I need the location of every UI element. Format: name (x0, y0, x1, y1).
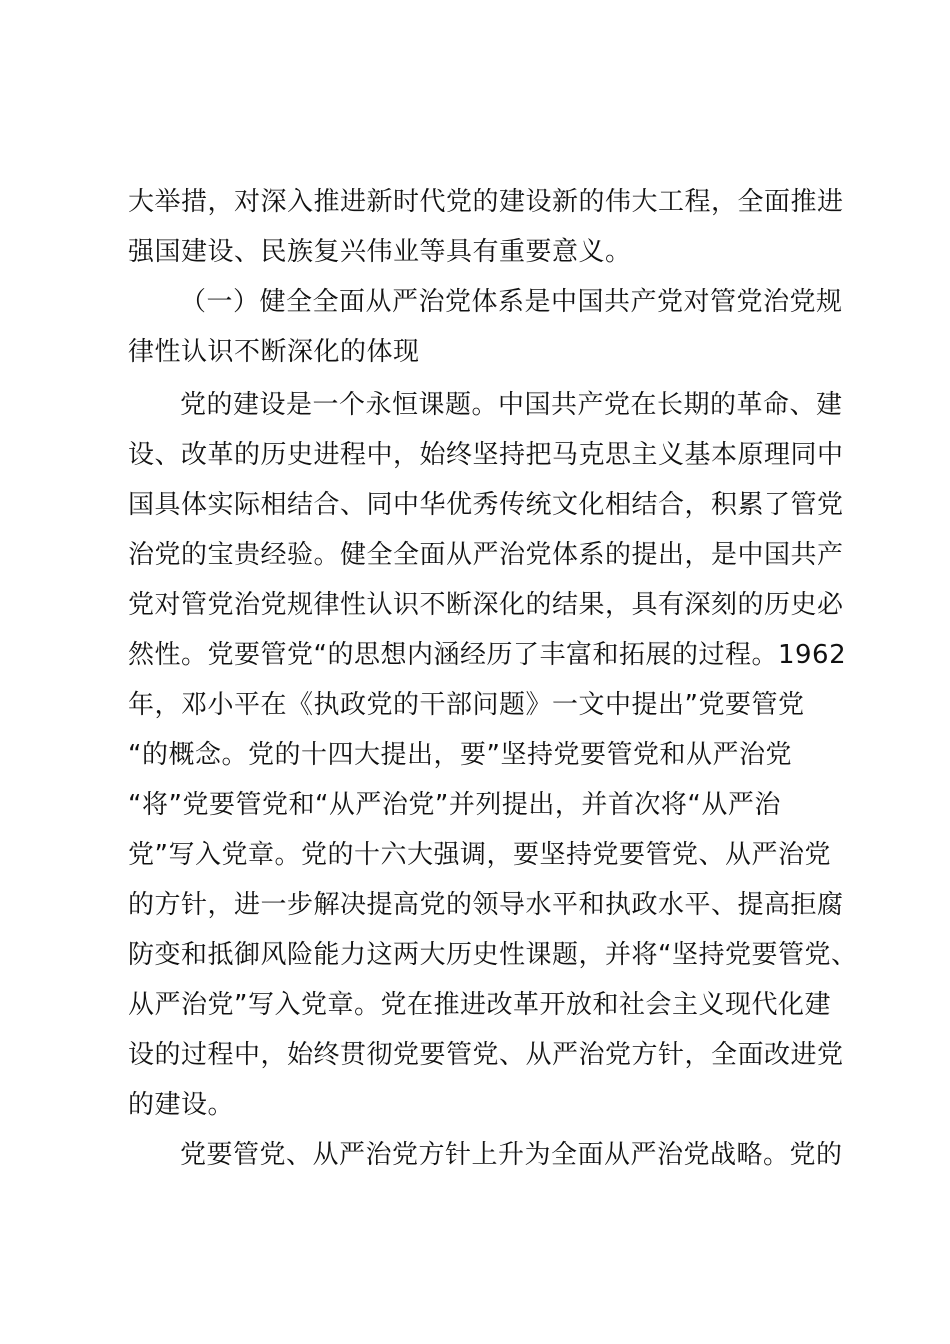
paragraph-line: 从严治党”写入党章。党在推进改革开放和社会主义现代化建 (128, 990, 831, 1020)
text-line: 强国建设、民族复兴伟业等具有重要意义。 (128, 237, 632, 267)
paragraph-line: 党的建设是一个永恒课题。中国共产党在长期的革命、建 (180, 390, 843, 420)
paragraph-line: 的建设。 (128, 1090, 235, 1120)
paragraph-line: 党”写入党章。党的十六大强调，要坚持党要管党、从严治党 (128, 840, 831, 870)
paragraph-line: 的方针，进一步解决提高党的领导水平和执政水平、提高拒腐 (128, 890, 844, 920)
paragraph-line: 党对管党治党规律性认识不断深化的结果，具有深刻的历史必 (128, 590, 844, 620)
paragraph-line: 设的过程中，始终贯彻党要管党、从严治党方针，全面改进党 (128, 1040, 844, 1070)
paragraph-line: 设、改革的历史进程中，始终坚持把马克思主义基本原理同中 (128, 440, 844, 470)
paragraph-line: 防变和抵御风险能力这两大历史性课题，并将“坚持党要管党、 (128, 940, 858, 970)
paragraph-line: 然性。党要管党“的思想内涵经历了丰富和拓展的过程。1962 (128, 640, 847, 670)
paragraph-line: “的概念。党的十四大提出，要”坚持党要管党和从严治党 (128, 740, 792, 770)
paragraph-line: 党要管党、从严治党方针上升为全面从严治党战略。党的 (180, 1140, 843, 1170)
paragraph-line: “将”党要管党和“从严治党”并列提出，并首次将“从严治 (128, 790, 781, 820)
paragraph-line: 国具体实际相结合、同中华优秀传统文化相结合，积累了管党 (128, 490, 844, 520)
section-heading: 律性认识不断深化的体现 (128, 337, 420, 367)
paragraph-line: 年，邓小平在《执政党的干部问题》一文中提出”党要管党 (128, 690, 805, 720)
text-line: 大举措，对深入推进新时代党的建设新的伟大工程，全面推进 (128, 187, 844, 217)
section-heading: （一）健全全面从严治党体系是中国共产党对管党治党规 (180, 287, 843, 317)
paragraph-line: 治党的宝贵经验。健全全面从严治党体系的提出，是中国共产 (128, 540, 844, 570)
